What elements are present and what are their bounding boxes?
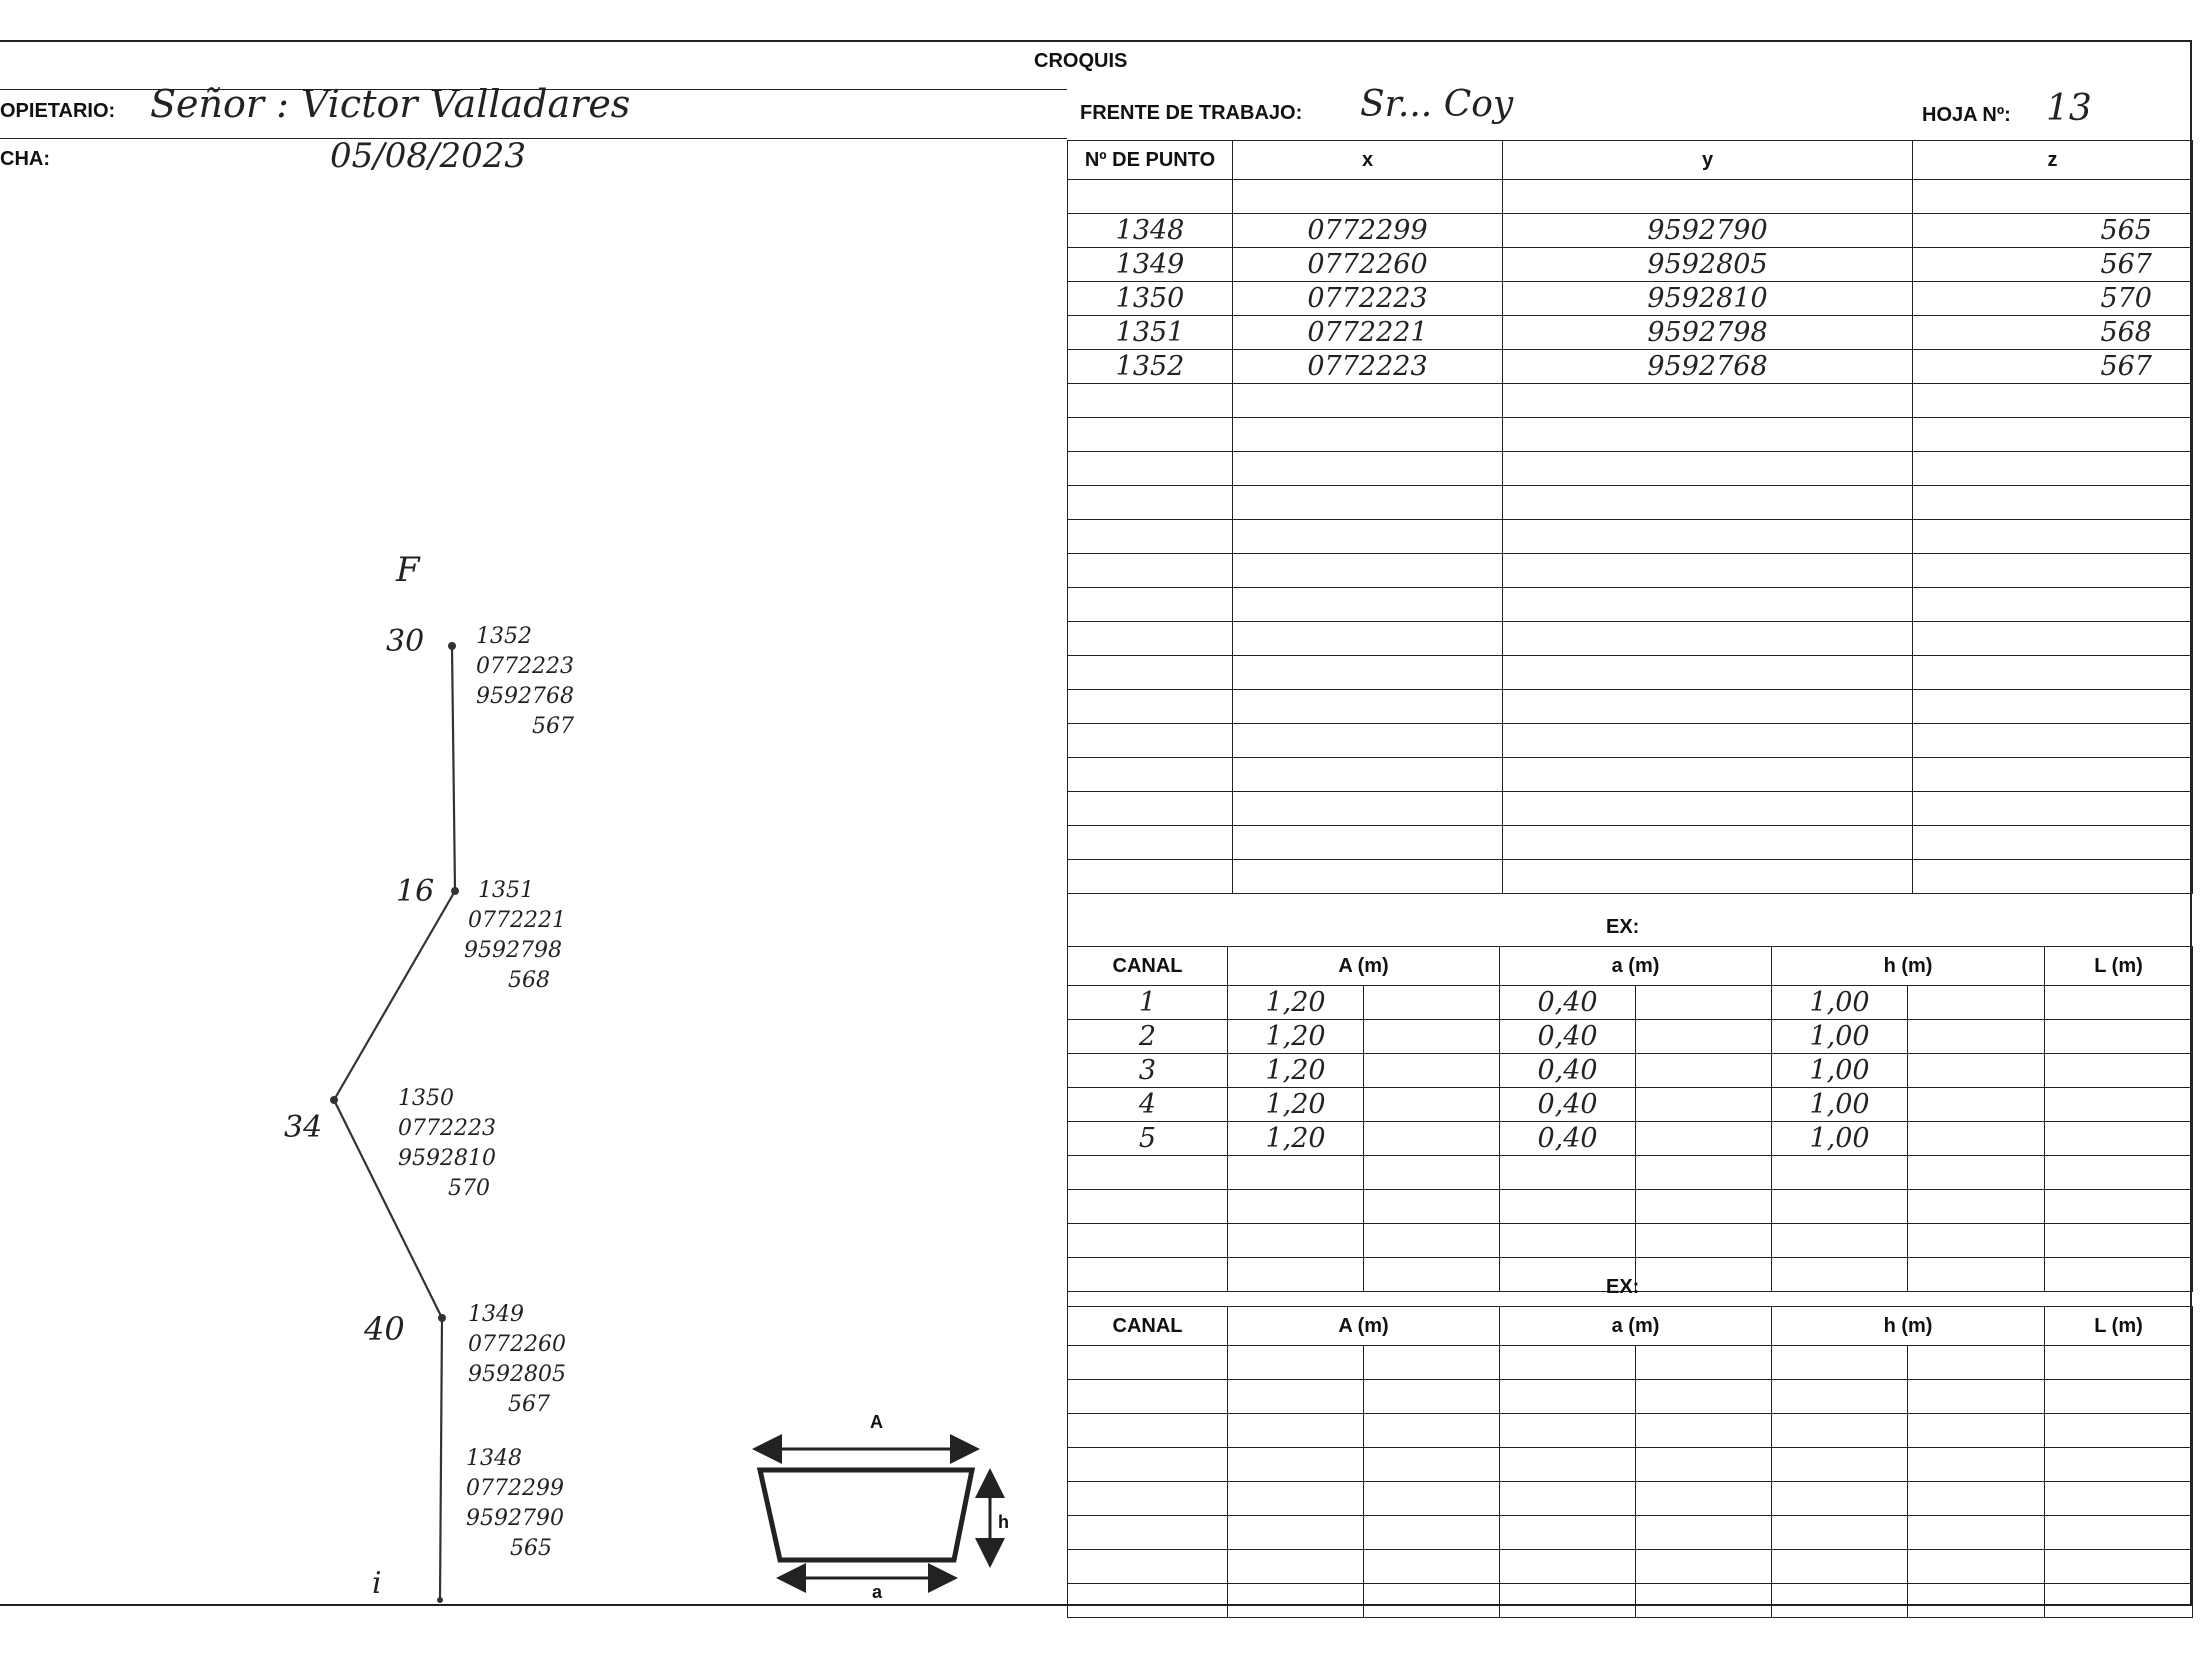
distance-label: 30	[386, 624, 425, 659]
col-canal: CANAL	[1068, 1307, 1228, 1346]
date-value: 05/08/2023	[330, 136, 526, 176]
croquis-title: CROQUIS	[1034, 50, 1128, 72]
station-1348	[437, 1597, 443, 1603]
table-row: 4 1,20 0,40 1,00	[1068, 1088, 2193, 1122]
col-point-number: Nº DE PUNTO	[1068, 141, 1233, 180]
col-a: a (m)	[1500, 947, 1772, 986]
table-row	[1068, 180, 2193, 214]
sheet-label: HOJA Nº:	[1922, 104, 2011, 126]
col-x: x	[1233, 141, 1503, 180]
col-y: y	[1503, 141, 1913, 180]
col-h: h (m)	[1772, 947, 2045, 986]
owner-label: OPIETARIO:	[0, 100, 116, 122]
distance-label: 34	[284, 1110, 323, 1145]
point-note-1349: 1349 0772260 9592805 567	[468, 1302, 566, 1417]
trapezoid-section	[760, 1470, 972, 1560]
table-row: 5 1,20 0,40 1,00	[1068, 1122, 2193, 1156]
canal-header-row	[1068, 947, 2193, 986]
col-L: L (m)	[2045, 947, 2193, 986]
point-note-1351: 1351 0772221 9592798 568	[464, 878, 566, 993]
point-note-1350: 1350 0772223 9592810 570	[398, 1086, 496, 1201]
points-header-row	[1068, 141, 2193, 180]
station-1349	[438, 1314, 446, 1322]
front-value: Sr... Coy	[1360, 84, 1514, 125]
point-note-1352: 1352 0772223 9592768 567	[476, 624, 574, 739]
station-1352	[448, 642, 456, 650]
points-table	[1067, 140, 2193, 894]
col-h: h (m)	[1772, 1307, 2045, 1346]
col-A: A (m)	[1228, 1307, 1500, 1346]
col-canal: CANAL	[1068, 947, 1228, 986]
col-a: a (m)	[1500, 1307, 1772, 1346]
ex-label-2: EX:	[1606, 1276, 1640, 1298]
col-z: z	[1913, 141, 2193, 180]
canal-header-row	[1068, 1307, 2193, 1346]
table-row: 1350 0772223 9592810 570	[1068, 282, 2193, 316]
sketch-i-label: i	[372, 1566, 382, 1601]
station-1350	[330, 1096, 338, 1104]
dimension-h-label: h	[998, 1512, 1009, 1532]
table-row: 1351 0772221 9592798 568	[1068, 316, 2193, 350]
sheet-value: 13	[2046, 88, 2092, 129]
table-row: 1349 0772260 9592805 567	[1068, 248, 2193, 282]
table-row: 1348 0772299 9592790 565	[1068, 214, 2193, 248]
table-row: 1 1,20 0,40 1,00	[1068, 986, 2193, 1020]
table-row: 1352 0772223 9592768 567	[1068, 350, 2193, 384]
point-note-1348: 1348 0772299 9592790 565	[466, 1446, 564, 1561]
canal-table-1	[1067, 946, 2193, 1292]
col-L: L (m)	[2045, 1307, 2193, 1346]
table-row: 3 1,20 0,40 1,00	[1068, 1054, 2193, 1088]
date-label: CHA:	[0, 148, 50, 170]
front-label: FRENTE DE TRABAJO:	[1080, 102, 1303, 124]
distance-label: 40	[364, 1310, 405, 1348]
col-A: A (m)	[1228, 947, 1500, 986]
owner-value: Señor : Victor Valladares	[150, 82, 631, 126]
canal-table-2	[1067, 1306, 2193, 1618]
distance-label: 16	[396, 874, 435, 909]
dimension-a-label: a	[872, 1582, 883, 1602]
sketch-f-label: F	[396, 550, 420, 590]
ex-label-1: EX:	[1606, 916, 1640, 938]
table-row: 2 1,20 0,40 1,00	[1068, 1020, 2193, 1054]
dimension-A-label: A	[870, 1412, 883, 1432]
station-1351	[451, 887, 459, 895]
